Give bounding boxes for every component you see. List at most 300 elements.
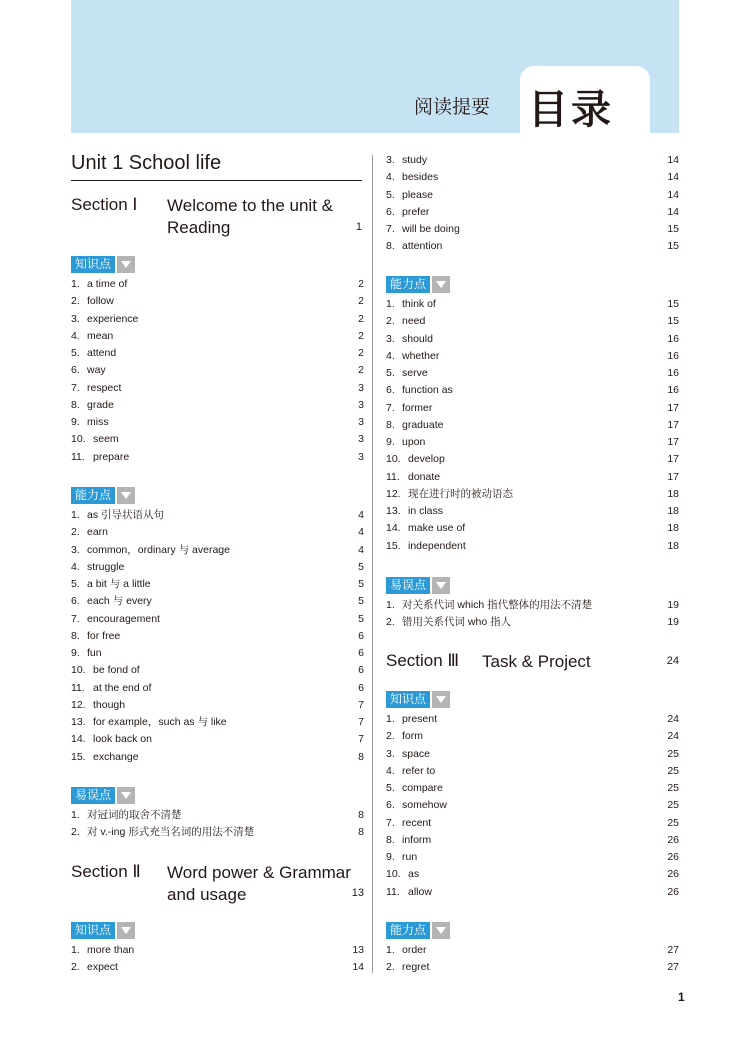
entry-page: 17 xyxy=(667,418,679,431)
entry-page: 13 xyxy=(352,944,364,956)
entry-number: 7. xyxy=(386,223,395,235)
entry-number: 1. xyxy=(386,713,395,725)
entry-page: 16 xyxy=(667,332,679,345)
tag-arrow-icon xyxy=(432,691,450,708)
tag-arrow-icon xyxy=(432,577,450,594)
s1-knowledge-list xyxy=(71,276,364,466)
entry-page: 27 xyxy=(667,961,679,974)
entry-page: 5 xyxy=(358,578,364,590)
s3-ability-list xyxy=(386,942,679,977)
entry-text: 错用关系代词 who 指人 xyxy=(402,616,512,629)
entry-number: 15. xyxy=(386,539,401,552)
entry-number: 5. xyxy=(386,782,395,794)
section-2-page: 13 xyxy=(351,887,364,899)
entry-page: 26 xyxy=(667,868,679,881)
tag-arrow-icon xyxy=(432,276,450,293)
entry-text: as xyxy=(408,868,420,881)
entry-text: regret xyxy=(402,961,430,974)
entry-number: 5. xyxy=(386,188,395,201)
entry-number: 8. xyxy=(71,629,80,642)
entry-page: 16 xyxy=(667,349,679,362)
toc-entry[interactable] xyxy=(386,469,679,486)
tag-label: 知识点 xyxy=(71,256,115,273)
toc-entry[interactable] xyxy=(71,559,364,576)
entry-text: 对关系代词 which 指代整体的用法不清楚 xyxy=(402,599,593,611)
entry-page: 15 xyxy=(667,240,679,253)
entry-text: seem xyxy=(93,433,119,446)
entry-text: for example，such as 与 like xyxy=(93,716,227,728)
toc-entry[interactable] xyxy=(71,731,364,748)
entry-text: more than xyxy=(87,944,135,956)
entry-text: besides xyxy=(402,171,439,184)
toc-entry[interactable] xyxy=(71,328,364,345)
entry-text: space xyxy=(402,747,431,760)
page-number: 1 xyxy=(678,990,685,1004)
entry-text: somehow xyxy=(402,799,447,812)
s1-ability-tag xyxy=(71,487,135,504)
entry-text: allow xyxy=(408,885,432,898)
entry-text: need xyxy=(402,315,426,328)
toc-entry[interactable] xyxy=(71,542,364,559)
toc-entry[interactable] xyxy=(386,538,679,555)
entry-text: whether xyxy=(402,349,440,362)
entry-number: 10. xyxy=(386,453,401,466)
entry-number: 1. xyxy=(386,944,395,956)
unit-heading: Unit 1 School life xyxy=(71,152,362,181)
entry-number: 2. xyxy=(386,315,395,328)
entry-page: 17 xyxy=(667,470,679,483)
entry-text: 对 v.-ing 形式充当名词的用法不清楚 xyxy=(87,826,255,839)
entry-page: 4 xyxy=(358,509,364,521)
entry-number: 8. xyxy=(386,240,395,253)
toc-entry[interactable] xyxy=(71,380,364,397)
entry-page: 6 xyxy=(358,647,364,659)
toc-entry[interactable] xyxy=(386,331,679,348)
s1-error-tag xyxy=(71,787,135,804)
s3-ability-tag xyxy=(386,922,450,939)
toc-entry[interactable] xyxy=(386,434,679,451)
section-1-number: Section Ⅰ xyxy=(71,195,138,214)
entry-number: 1. xyxy=(386,298,395,310)
toc-entry[interactable] xyxy=(71,576,364,593)
entry-number: 11. xyxy=(386,470,400,483)
entry-text: order xyxy=(402,944,427,956)
toc-entry[interactable] xyxy=(386,187,679,204)
entry-number: 6. xyxy=(386,384,395,397)
entry-text: for free xyxy=(87,629,121,642)
toc-entry[interactable] xyxy=(386,221,679,238)
entry-text: miss xyxy=(87,416,109,428)
toc-entry[interactable] xyxy=(71,697,364,714)
toc-entry[interactable] xyxy=(71,807,364,824)
entry-page: 8 xyxy=(358,750,364,763)
entry-number: 4. xyxy=(386,764,395,777)
section-2-number: Section Ⅱ xyxy=(71,862,141,881)
toc-entry[interactable] xyxy=(386,451,679,468)
tag-label: 易误点 xyxy=(71,787,115,804)
entry-page: 26 xyxy=(667,833,679,846)
tag-arrow-icon xyxy=(432,922,450,939)
tag-arrow-icon xyxy=(117,787,135,804)
entry-page: 7 xyxy=(358,733,364,746)
tag-arrow-icon xyxy=(117,487,135,504)
entry-page: 25 xyxy=(667,764,679,777)
entry-number: 2. xyxy=(71,526,80,539)
toc-entry[interactable] xyxy=(386,746,679,763)
toc-entry[interactable] xyxy=(71,414,364,431)
entry-text: look back on xyxy=(93,733,152,746)
entry-text: study xyxy=(402,154,428,166)
entry-number: 6. xyxy=(386,205,395,218)
entry-page: 14 xyxy=(352,961,364,974)
entry-number: 8. xyxy=(386,418,395,431)
toc-entry[interactable] xyxy=(386,169,679,186)
entry-page: 3 xyxy=(358,381,364,394)
entry-page: 2 xyxy=(358,364,364,377)
entry-number: 4. xyxy=(386,349,395,362)
entry-page: 25 xyxy=(667,782,679,794)
entry-page: 16 xyxy=(667,367,679,379)
entry-number: 7. xyxy=(386,401,395,414)
entry-number: 14. xyxy=(386,522,401,535)
entry-page: 27 xyxy=(667,944,679,956)
toc-entry[interactable] xyxy=(386,614,679,631)
entry-number: 3. xyxy=(386,747,395,760)
entry-number: 2. xyxy=(386,616,395,629)
entry-text: function as xyxy=(402,384,453,397)
section-2-heading[interactable] xyxy=(71,862,364,908)
entry-number: 2. xyxy=(71,826,80,839)
entry-number: 2. xyxy=(71,295,80,308)
entry-page: 14 xyxy=(667,205,679,218)
s3-knowledge-list xyxy=(386,711,679,901)
entry-page: 18 xyxy=(667,505,679,517)
entry-text: donate xyxy=(408,470,441,483)
tag-label: 知识点 xyxy=(71,922,115,939)
entry-number: 1. xyxy=(71,809,80,821)
entry-text: upon xyxy=(402,436,426,448)
section-3-page: 24 xyxy=(666,655,679,667)
entry-number: 3. xyxy=(386,332,395,345)
toc-entry[interactable] xyxy=(71,507,364,524)
entry-number: 2. xyxy=(386,961,395,974)
toc-entry[interactable] xyxy=(386,313,679,330)
entry-page: 14 xyxy=(667,154,679,166)
entry-page: 6 xyxy=(358,629,364,642)
entry-text: expect xyxy=(87,961,118,974)
toc-entry[interactable] xyxy=(386,296,679,313)
entry-page: 25 xyxy=(667,747,679,760)
toc-entry[interactable] xyxy=(71,942,364,959)
entry-number: 11. xyxy=(71,450,85,463)
entry-text: 现在进行时的被动语态 xyxy=(408,487,513,500)
entry-number: 1. xyxy=(71,509,80,521)
entry-number: 3. xyxy=(71,543,80,556)
entry-page: 17 xyxy=(667,401,679,414)
entry-text: experience xyxy=(87,312,139,325)
toc-entry[interactable] xyxy=(71,293,364,310)
toc-entry[interactable] xyxy=(71,524,364,541)
entry-page: 24 xyxy=(667,730,679,743)
toc-entry[interactable] xyxy=(386,942,679,959)
entry-page: 26 xyxy=(667,885,679,898)
entry-page: 25 xyxy=(667,816,679,829)
tag-arrow-icon xyxy=(117,922,135,939)
entry-text: attention xyxy=(402,240,443,253)
entry-page: 3 xyxy=(358,416,364,428)
entry-page: 7 xyxy=(358,698,364,711)
entry-text: please xyxy=(402,188,433,201)
toc-entry[interactable] xyxy=(386,400,679,417)
toc-entry[interactable] xyxy=(71,362,364,379)
entry-number: 13. xyxy=(71,716,86,728)
toc-entry[interactable] xyxy=(71,593,364,610)
section-2-title: Word power & Grammar and usage xyxy=(167,863,351,904)
entry-text: each 与 every xyxy=(87,595,152,608)
entry-number: 3. xyxy=(71,312,80,325)
entry-text: graduate xyxy=(402,418,444,431)
entry-page: 5 xyxy=(358,595,364,608)
entry-number: 15. xyxy=(71,750,86,763)
tag-label: 知识点 xyxy=(386,691,430,708)
entry-page: 8 xyxy=(358,809,364,821)
entry-text: be fond of xyxy=(93,664,140,677)
entry-number: 6. xyxy=(71,595,80,608)
entry-number: 9. xyxy=(71,647,80,659)
entry-page: 15 xyxy=(667,315,679,328)
entry-number: 7. xyxy=(386,816,395,829)
toc-entry[interactable] xyxy=(386,597,679,614)
entry-number: 4. xyxy=(386,171,395,184)
entry-number: 14. xyxy=(71,733,86,746)
toc-entry[interactable] xyxy=(386,520,679,537)
section-1-page: 1 xyxy=(355,221,362,233)
entry-text: common，ordinary 与 average xyxy=(87,543,230,556)
section-3-heading[interactable] xyxy=(386,651,679,675)
entry-text: respect xyxy=(87,381,122,394)
section-3-number: Section Ⅲ xyxy=(386,651,460,670)
toc-entry[interactable] xyxy=(386,382,679,399)
entry-text: think of xyxy=(402,298,436,310)
entry-page: 4 xyxy=(358,543,364,556)
entry-page: 4 xyxy=(358,526,364,539)
toc-entry[interactable] xyxy=(386,348,679,365)
s3-knowledge-tag xyxy=(386,691,450,708)
s2-knowledge-list-left xyxy=(71,942,364,977)
entry-number: 2. xyxy=(386,730,395,743)
toc-entry[interactable] xyxy=(386,832,679,849)
entry-number: 5. xyxy=(71,347,80,359)
entry-number: 7. xyxy=(71,381,80,394)
entry-page: 5 xyxy=(358,612,364,625)
entry-text: a time of xyxy=(87,278,128,290)
entry-text: run xyxy=(402,851,418,863)
entry-text: way xyxy=(87,364,106,377)
entry-number: 6. xyxy=(386,799,395,812)
toc-entry[interactable] xyxy=(386,849,679,866)
entry-number: 9. xyxy=(71,416,80,428)
s2-error-tag xyxy=(386,577,450,594)
entry-page: 5 xyxy=(358,560,364,573)
entry-number: 9. xyxy=(386,851,395,863)
entry-text: recent xyxy=(402,816,432,829)
entry-number: 1. xyxy=(386,599,395,611)
entry-page: 17 xyxy=(667,436,679,448)
entry-number: 9. xyxy=(386,436,395,448)
entry-text: exchange xyxy=(93,750,139,763)
tag-label: 易误点 xyxy=(386,577,430,594)
entry-number: 8. xyxy=(386,833,395,846)
entry-number: 12. xyxy=(71,698,86,711)
toc-entry[interactable] xyxy=(71,611,364,628)
s2-ability-list xyxy=(386,296,679,555)
tag-arrow-icon xyxy=(117,256,135,273)
entry-page: 6 xyxy=(358,664,364,677)
entry-page: 14 xyxy=(667,188,679,201)
toc-entry[interactable] xyxy=(71,749,364,766)
entry-page: 2 xyxy=(358,295,364,308)
toc-entry[interactable] xyxy=(386,728,679,745)
entry-number: 1. xyxy=(71,944,80,956)
toc-entry[interactable] xyxy=(71,714,364,731)
toc-entry[interactable] xyxy=(386,884,679,901)
entry-text: struggle xyxy=(87,560,125,573)
toc-entry[interactable] xyxy=(386,797,679,814)
toc-entry[interactable] xyxy=(386,866,679,883)
entry-text: at the end of xyxy=(93,681,152,694)
s2-knowledge-tag xyxy=(71,922,135,939)
tag-label: 能力点 xyxy=(386,922,430,939)
entry-number: 12. xyxy=(386,487,401,500)
entry-text: form xyxy=(402,730,423,743)
s2-ability-tag xyxy=(386,276,450,293)
entry-number: 10. xyxy=(386,868,401,881)
entry-page: 19 xyxy=(667,599,679,611)
entry-page: 18 xyxy=(667,487,679,500)
entry-page: 2 xyxy=(358,312,364,325)
tag-label: 能力点 xyxy=(71,487,115,504)
s2-knowledge-list-right xyxy=(386,152,679,256)
entry-number: 13. xyxy=(386,505,401,517)
toc-entry[interactable] xyxy=(71,431,364,448)
entry-text: encouragement xyxy=(87,612,160,625)
toc-entry[interactable] xyxy=(386,503,679,520)
entry-page: 16 xyxy=(667,384,679,397)
entry-text: independent xyxy=(408,539,466,552)
s1-error-list xyxy=(71,807,364,842)
entry-page: 15 xyxy=(667,223,679,235)
entry-number: 4. xyxy=(71,560,80,573)
toc-entry[interactable] xyxy=(71,662,364,679)
toc-entry[interactable] xyxy=(386,959,679,976)
entry-text: grade xyxy=(87,398,114,411)
toc-entry[interactable] xyxy=(71,680,364,697)
entry-text: earn xyxy=(87,526,109,539)
entry-page: 2 xyxy=(358,347,364,359)
entry-number: 5. xyxy=(386,367,395,379)
header-title: 目录 xyxy=(528,87,614,133)
entry-page: 18 xyxy=(667,539,679,552)
entry-text: former xyxy=(402,401,433,414)
entry-text: follow xyxy=(87,295,114,308)
toc-entry[interactable] xyxy=(71,824,364,841)
entry-text: in class xyxy=(408,505,444,517)
header-subtitle: 阅读提要 xyxy=(414,96,491,118)
section-1-heading[interactable] xyxy=(71,195,362,241)
toc-entry[interactable] xyxy=(386,815,679,832)
s1-knowledge-tag xyxy=(71,256,135,273)
entry-number: 4. xyxy=(71,329,80,342)
toc-entry[interactable] xyxy=(71,397,364,414)
toc-entry[interactable] xyxy=(71,345,364,362)
entry-text: present xyxy=(402,713,438,725)
entry-text: serve xyxy=(402,367,428,379)
entry-page: 25 xyxy=(667,799,679,812)
entry-page: 19 xyxy=(667,616,679,629)
entry-page: 3 xyxy=(358,398,364,411)
toc-entry[interactable] xyxy=(71,276,364,293)
entry-text: make use of xyxy=(408,522,466,535)
entry-number: 7. xyxy=(71,612,80,625)
entry-text: 对冠词的取舍不清楚 xyxy=(87,809,182,821)
toc-entry[interactable] xyxy=(386,763,679,780)
entry-page: 17 xyxy=(667,453,679,466)
toc-entry[interactable] xyxy=(71,628,364,645)
toc-entry[interactable] xyxy=(71,645,364,662)
entry-number: 11. xyxy=(386,885,400,898)
entry-page: 8 xyxy=(358,826,364,839)
entry-page: 3 xyxy=(358,450,364,463)
toc-entry[interactable] xyxy=(386,365,679,382)
entry-number: 10. xyxy=(71,664,86,677)
entry-number: 11. xyxy=(71,681,85,694)
entry-text: prepare xyxy=(93,450,130,463)
entry-text: inform xyxy=(402,833,432,846)
entry-number: 3. xyxy=(386,154,395,166)
entry-text: attend xyxy=(87,347,117,359)
toc-entry[interactable] xyxy=(386,711,679,728)
toc-entry[interactable] xyxy=(386,204,679,221)
entry-page: 6 xyxy=(358,681,364,694)
entry-page: 3 xyxy=(358,433,364,446)
entry-number: 5. xyxy=(71,578,80,590)
toc-entry[interactable] xyxy=(386,238,679,255)
entry-page: 24 xyxy=(667,713,679,725)
toc-entry[interactable] xyxy=(386,780,679,797)
toc-entry[interactable] xyxy=(71,449,364,466)
entry-text: refer to xyxy=(402,764,436,777)
entry-text: fun xyxy=(87,647,102,659)
toc-entry[interactable] xyxy=(71,311,364,328)
entry-number: 2. xyxy=(71,961,80,974)
entry-number: 8. xyxy=(71,398,80,411)
entry-text: compare xyxy=(402,782,443,794)
entry-page: 26 xyxy=(667,851,679,863)
entry-number: 1. xyxy=(71,278,80,290)
entry-text: though xyxy=(93,698,126,711)
toc-entry[interactable] xyxy=(386,152,679,169)
entry-page: 14 xyxy=(667,171,679,184)
entry-text: mean xyxy=(87,329,114,342)
section-3-title: Task & Project xyxy=(482,652,591,671)
entry-page: 18 xyxy=(667,522,679,535)
section-1-title: Welcome to the unit & Reading xyxy=(167,196,333,237)
toc-entry[interactable] xyxy=(386,486,679,503)
entry-text: will be doing xyxy=(402,223,460,235)
entry-number: 6. xyxy=(71,364,80,377)
toc-entry[interactable] xyxy=(386,417,679,434)
toc-entry[interactable] xyxy=(71,959,364,976)
